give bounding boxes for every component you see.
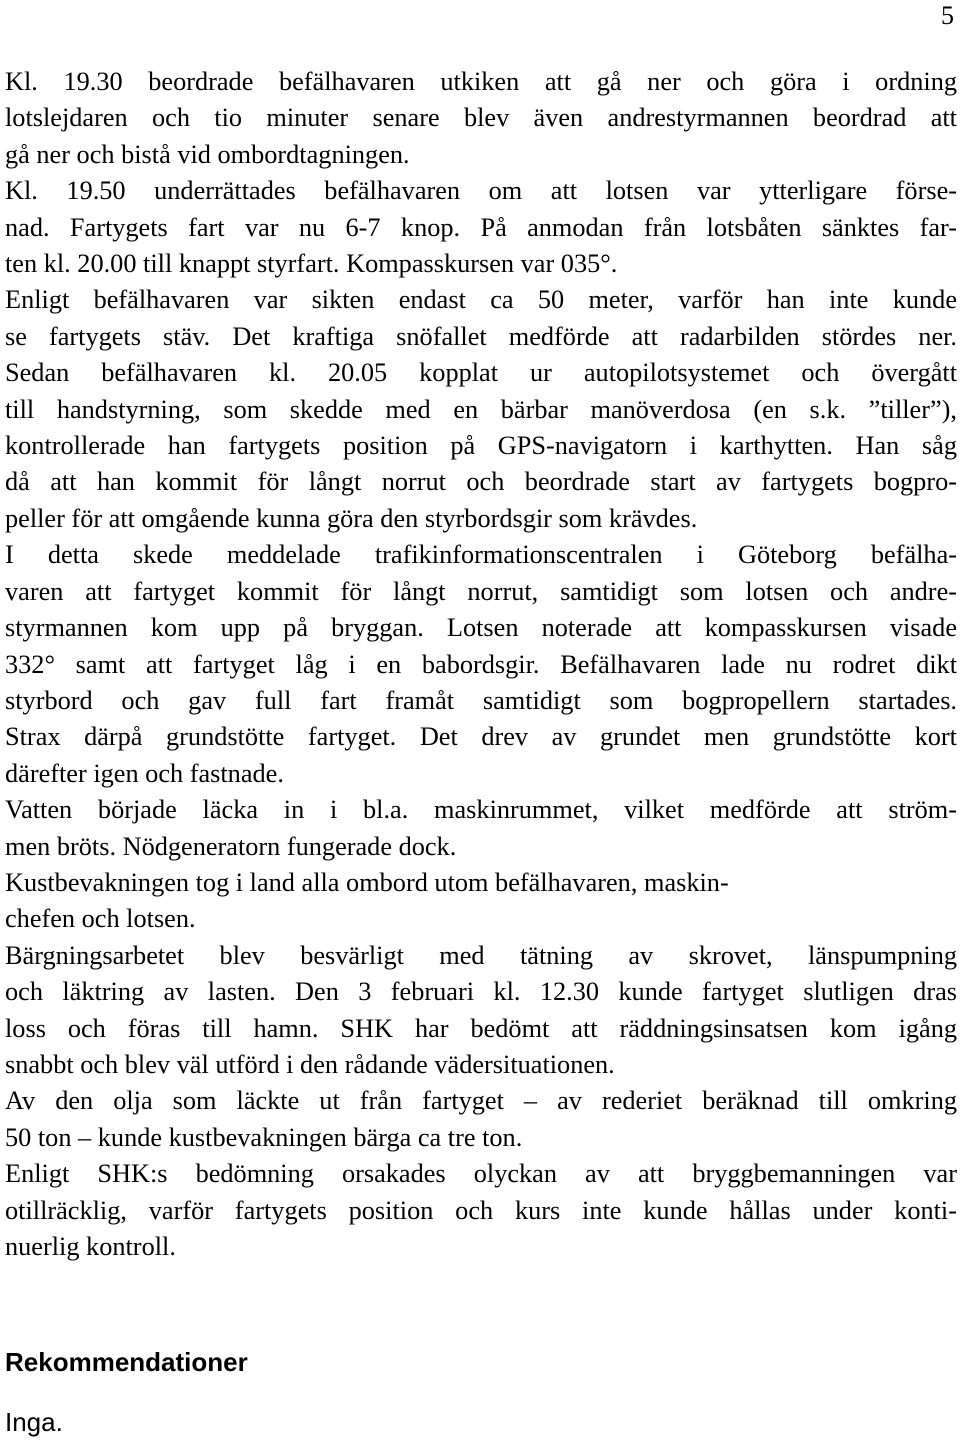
section-heading-recommendations: Rekommendationer (5, 1347, 248, 1377)
text-line: kontrollerade han fartygets position på GPS-navigatorn i karthytten. Han såg (5, 431, 957, 461)
paragraph (5, 173, 957, 282)
page-number: 5 (941, 1, 954, 30)
text-line: 332° samt att fartyget låg i en babordsgir. Befälhavaren lade nu rodret dikt (5, 649, 957, 679)
text-line: till handstyrning, som skedde med en bärbar manöverdosa (en s.k. ”tiller”), (5, 394, 957, 424)
paragraph (5, 1156, 957, 1265)
text-line: Sedan befälhavaren kl. 20.05 kopplat ur autopilotsystemet och övergått (5, 358, 957, 388)
text-line: peller för att omgående kunna göra den styrbordsgir som krävdes. (5, 503, 698, 533)
text-line: Enligt befälhavaren var sikten endast ca 50 meter, varför han inte kunde (5, 285, 957, 315)
text-line: Bärgningsarbetet blev besvärligt med tätning av skrovet, länspumpning (5, 940, 957, 970)
paragraph (5, 792, 957, 865)
text-line: Enligt SHK:s bedömning orsakades olyckan av att bryggbemanningen var (5, 1159, 957, 1189)
text-line: Av den olja som läckte ut från fartyget – av rederiet beräknad till omkring (5, 1086, 957, 1116)
text-line: Kl. 19.50 underrättades befälhavaren om att lotsen var ytterligare förse- (5, 176, 957, 206)
recommendations-text: Inga. (5, 1407, 63, 1437)
text-line: Strax därpå grundstötte fartyget. Det drev av grundet men grundstötte kort (5, 722, 957, 752)
text-line: se fartygets stäv. Det kraftiga snöfallet medförde att radarbilden stördes ner. (5, 321, 957, 351)
text-line: gå ner och bistå vid ombordtagningen. (5, 139, 410, 169)
paragraph (5, 938, 957, 1084)
paragraph (5, 1083, 957, 1156)
text-line: styrmannen kom upp på bryggan. Lotsen noterade att kompasskursen visade (5, 613, 957, 643)
text-line: otillräcklig, varför fartygets position och kurs inte kunde hållas under konti- (5, 1195, 957, 1225)
text-line: chefen och lotsen. (5, 904, 196, 934)
text-line: Kustbevakningen tog i land alla ombord utom befälhavaren, maskin- (5, 867, 729, 897)
paragraph (5, 865, 957, 938)
text-line: men bröts. Nödgeneratorn fungerade dock. (5, 831, 457, 861)
text-line: varen att fartyget kommit för långt norrut, samtidigt som lotsen och andre- (5, 576, 957, 606)
text-line: snabbt och blev väl utförd i den rådande vädersituationen. (5, 1049, 615, 1079)
text-line: nad. Fartygets fart var nu 6-7 knop. På anmodan från lotsbåten sänktes far- (5, 212, 957, 242)
text-line: I detta skede meddelade trafikinformationscentralen i Göteborg befälha- (5, 540, 957, 570)
document-body (5, 64, 957, 1265)
text-line: och läktring av lasten. Den 3 februari kl. 12.30 kunde fartyget slutligen dras (5, 977, 957, 1007)
text-line: nuerlig kontroll. (5, 1232, 176, 1261)
text-line: då att han kommit för långt norrut och beordrade start av fartygets bogpro- (5, 467, 957, 497)
paragraph (5, 537, 957, 792)
text-line: styrbord och gav full fart framåt samtidigt som bogpropellern startades. (5, 685, 957, 715)
text-line: lotslejdaren och tio minuter senare blev även andrestyrmannen beordrad att (5, 103, 957, 133)
paragraph (5, 64, 957, 173)
text-line: Kl. 19.30 beordrade befälhavaren utkiken att gå ner och göra i ordning (5, 67, 957, 96)
paragraph (5, 282, 957, 537)
text-line: loss och föras till hamn. SHK har bedömt att räddningsinsatsen kom igång (5, 1013, 957, 1043)
text-line: därefter igen och fastnade. (5, 758, 284, 788)
text-line: 50 ton – kunde kustbevakningen bärga ca tre ton. (5, 1122, 523, 1152)
text-line: ten kl. 20.00 till knappt styrfart. Kompasskursen var 035°. (5, 249, 618, 279)
text-line: Vatten började läcka in i bl.a. maskinrummet, vilket medförde att ström- (5, 795, 957, 825)
